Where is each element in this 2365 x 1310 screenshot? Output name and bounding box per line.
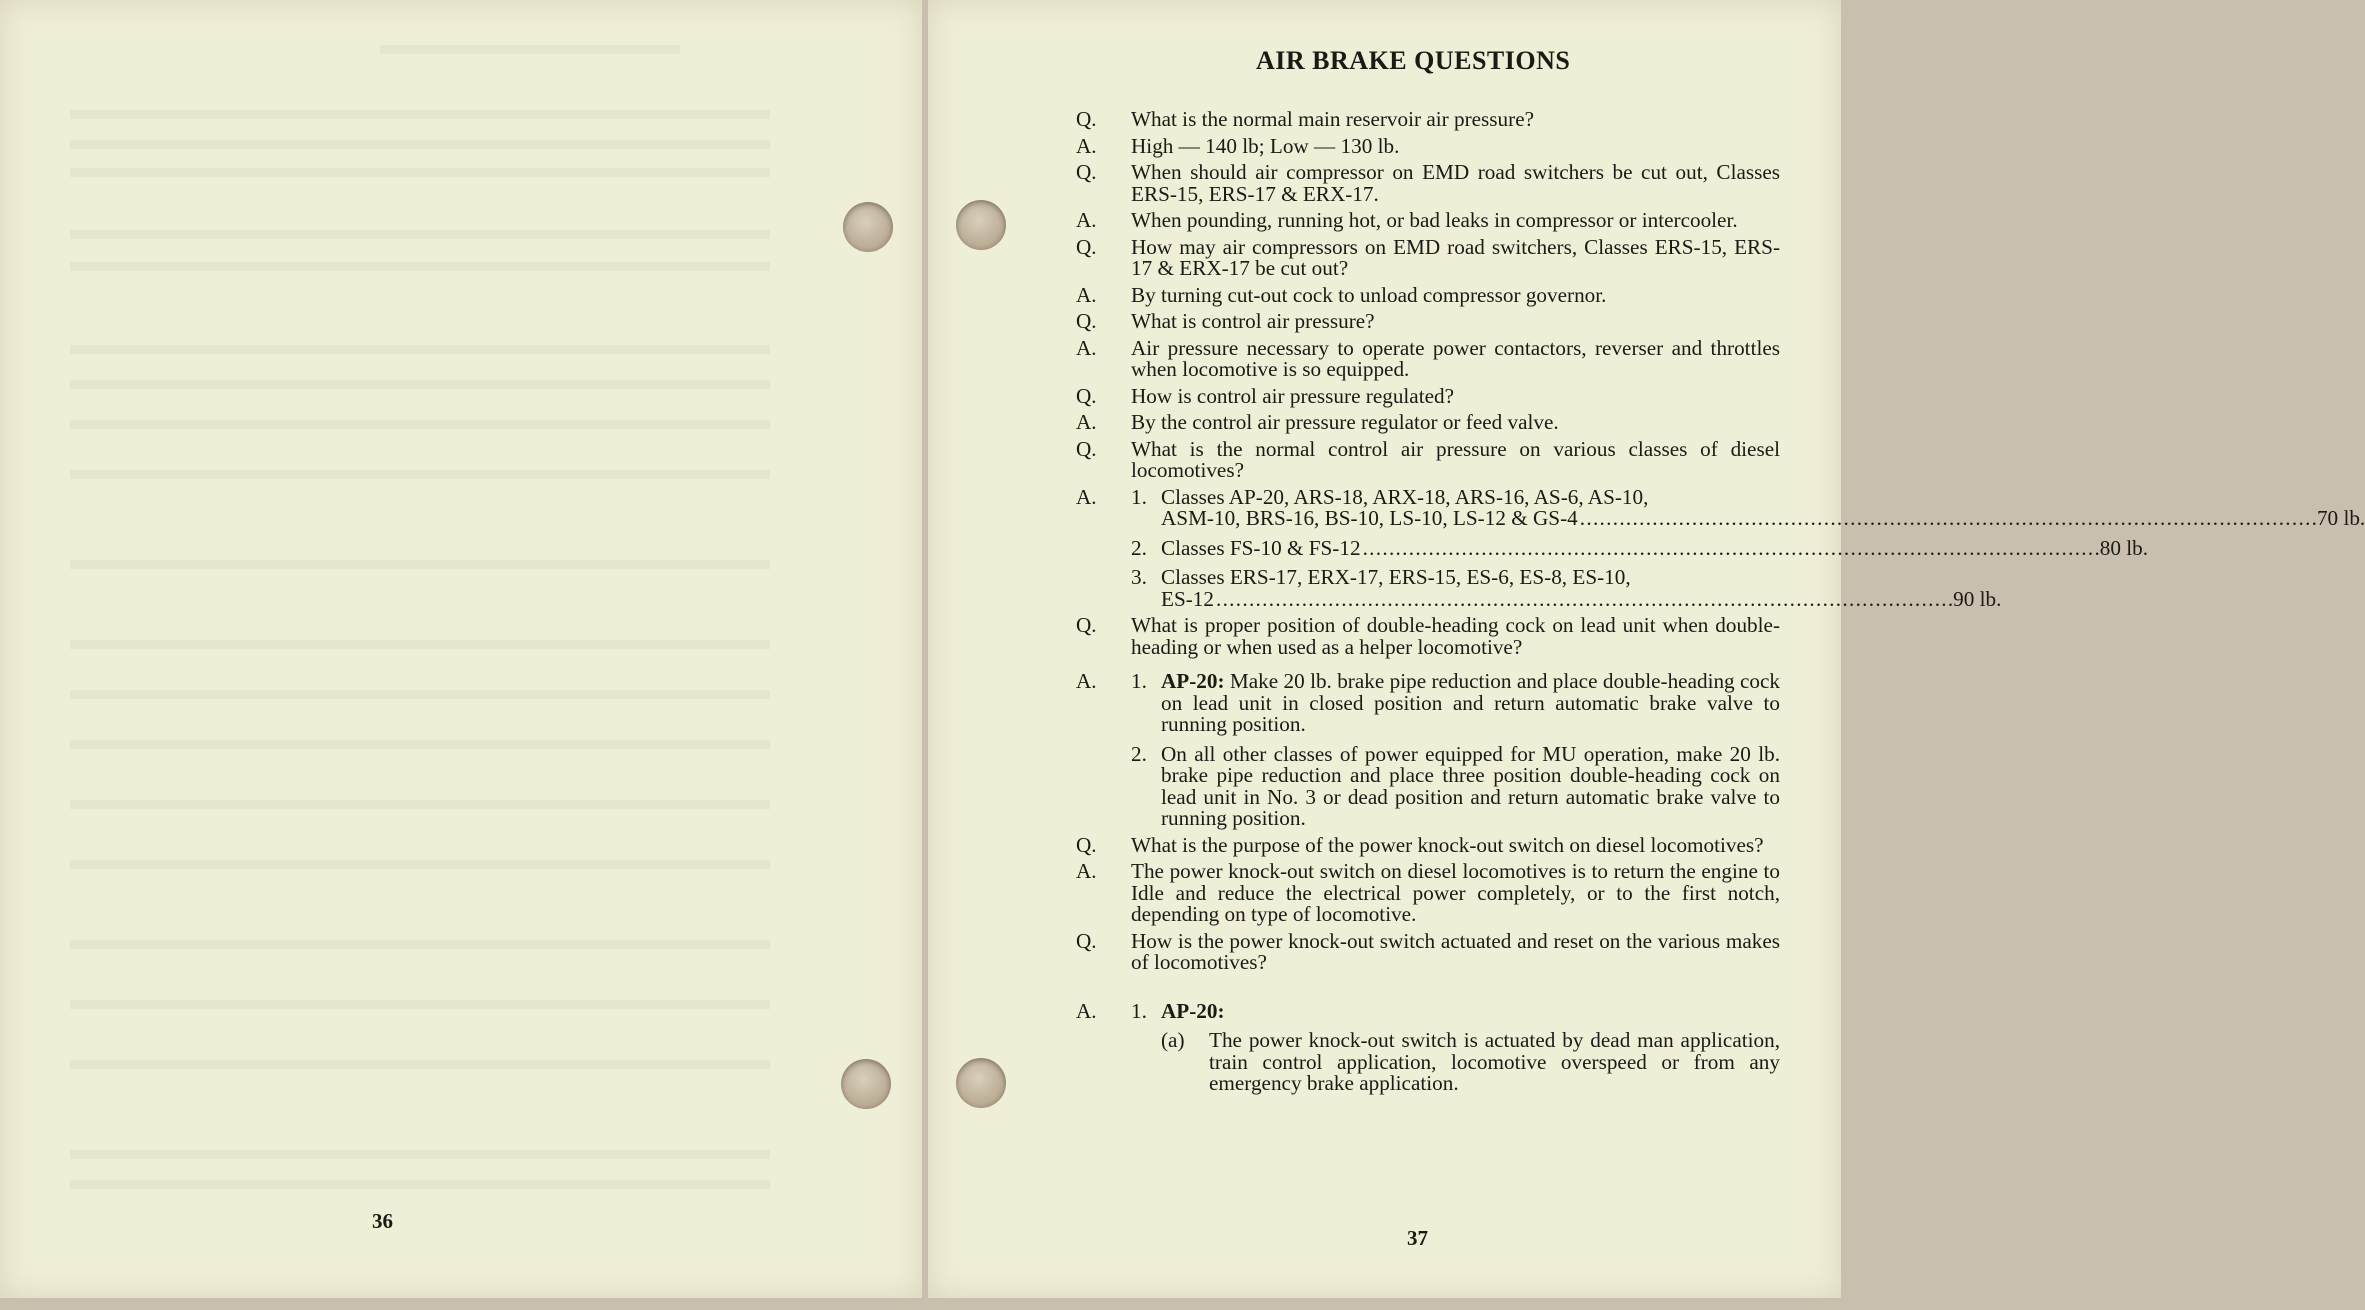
bleed-through-text [70,345,770,354]
qa-entry: Q. What is proper position of double-heading cock on lead unit when double-heading or when used as a helper locomotive? [1076,613,1780,659]
qa-entry: Q. What is the purpose of the power knock-out switch on diesel locomotives? [1076,832,1764,857]
bleed-through-text [70,230,770,239]
bleed-through-text [70,140,770,149]
bleed-through-text [70,168,770,177]
qa-entry: Q. What is the normal main reservoir air pressure? [1076,107,1534,131]
bleed-through-text [70,560,770,569]
qa-entry: Q. When should air compressor on EMD road switchers be cut out, Classes ERS-15, ERS-17 & ERX-17. [1076,160,1780,206]
bleed-through-text [70,640,770,649]
qa-entry: Q. What is control air pressure? [1076,309,1375,333]
qa-entry: A. High — 140 lb; Low — 130 lb. [1076,133,1400,158]
qa-entry: Q. How is the power knock-out switch actuated and reset on the various makes of locomotives? [1076,928,1780,974]
pressure-item: 3. Classes ERS-17, ERX-17, ERS-15, ES-6, ES-8, ES-10, ES-12 . . . 90 lb. [1131,567,1986,610]
punch-hole [956,200,1006,250]
reset-answer: A. 1. AP-20: (a) The power knock-out switch is actuated by dead man application, train control application, locomotive overspeed or from any emergency brake application. [1076,998,1780,1095]
bleed-through-text [70,740,770,749]
qa-entry: Q. What is the normal control air pressure on various classes of diesel locomotives? [1076,436,1780,482]
bleed-through-text [70,1060,770,1069]
bleed-through-text [380,45,680,54]
qa-entry: A. By turning cut-out cock to unload compressor governor. [1076,282,1607,307]
bleed-through-text [70,1000,770,1009]
bleed-through-text [70,1180,770,1189]
bleed-through-text [70,470,770,479]
qa-entry: A. When pounding, running hot, or bad leaks in compressor or intercooler. [1076,208,1738,232]
punch-hole [843,202,893,252]
qa-entry: A. By the control air pressure regulator or feed valve. [1076,410,1559,434]
page-number-left: 36 [372,1209,393,1233]
qa-entry: Q. How is control air pressure regulated? [1076,383,1454,408]
pressure-item: 1. Classes AP-20, ARS-18, ARX-18, ARS-16, AS-6, AS-10, ASM-10, BRS-16, BS-10, LS-10, LS-12 & GS-4 . . . 70 lb. [1131,487,1986,530]
page-number-right: 37 [1407,1226,1428,1250]
qa-entry: A. The power knock-out switch on diesel locomotives is to return the engine to Idle and reduce the electrical power completely, or to the first notch, depending on type of locomotive. [1076,859,1780,926]
punch-hole [841,1059,891,1109]
left-page [0,0,922,1298]
bleed-through-text [70,800,770,809]
qa-content [1076,107,2365,1100]
bleed-through-text [70,380,770,389]
bleed-through-text [70,262,770,271]
qa-entry: A. Air pressure necessary to operate power contactors, reverser and throttles when locomotive is so equipped. [1076,335,1780,381]
bleed-through-text [70,940,770,949]
bleed-through-text [70,420,770,429]
pressure-answer: A. 1. Classes AP-20, ARS-18, ARX-18, ARS-16, AS-6, AS-10, ASM-10, BRS-16, BS-10, LS-10, LS-12 & GS-4 . . . 70 lb. 2. Classes FS-10 & FS-12 . . . 80 lb. 3. Classes ERS-17, ERX-17, ERS-15, ES-6, ES-8, ES-10, ES-12 . . . 90 lb. [1076,487,1780,611]
page-title: AIR BRAKE QUESTIONS [1256,46,1571,75]
bleed-through-text [70,690,770,699]
pressure-item: 2. Classes FS-10 & FS-12 . . . 80 lb. [1131,538,1986,560]
bleed-through-text [70,110,770,119]
bleed-through-text [70,860,770,869]
bleed-through-text [70,1150,770,1159]
qa-entry: Q. How may air compressors on EMD road switchers, Classes ERS-15, ERS-17 & ERX-17 be cut out? [1076,234,1780,280]
punch-hole [956,1058,1006,1108]
double-heading-answer: A. 1. AP-20: Make 20 lb. brake pipe reduction and place double-heading cock on lead unit in closed position and return automatic brake valve to running position. 2. On all other classes of power equipped for MU operation, make 20 lb. brake pipe reduction and place three position double-heading cock on lead unit in No. 3 or dead position and return automatic brake valve to running position. [1076,669,1781,830]
